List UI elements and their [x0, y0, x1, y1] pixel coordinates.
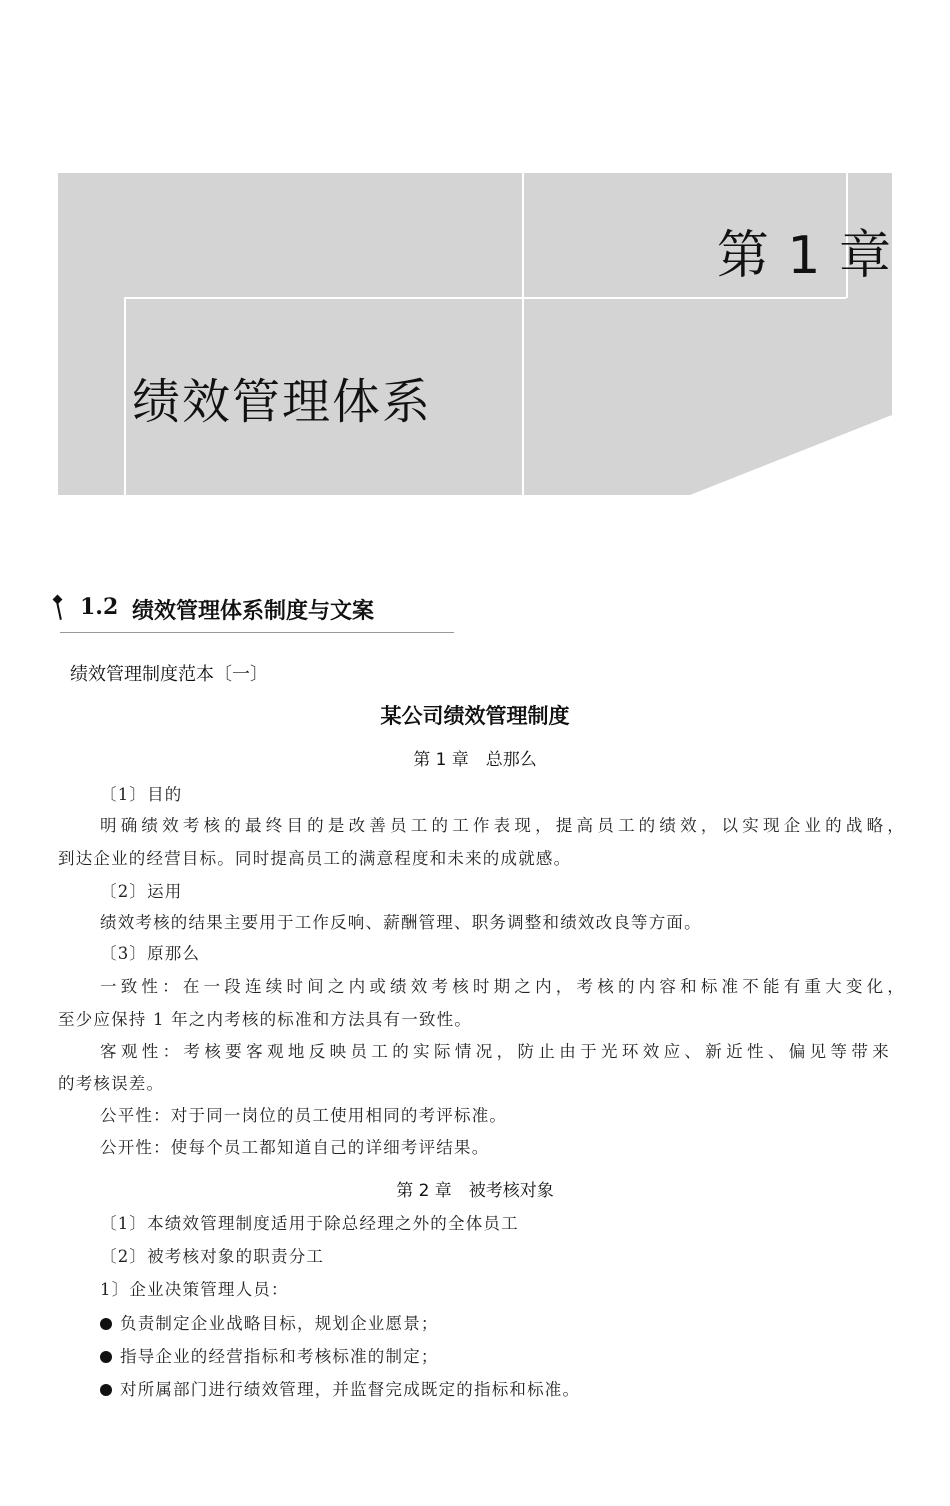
paragraph-line: 到达企业的经营目标。同时提高员工的满意程度和未来的成就感。	[58, 849, 572, 868]
section-underline	[60, 632, 454, 633]
item-label: 〔1〕目的	[100, 785, 183, 804]
item-label: 〔2〕运用	[100, 882, 183, 901]
bullet-icon	[100, 1351, 112, 1363]
paragraph-line: 绩效考核的结果主要用于工作反响、薪酬管理、职务调整和绩效改良等方面。	[100, 913, 702, 932]
bullet-icon	[100, 1384, 112, 1396]
paragraph-line: 客观性：考核要客观地反映员工的实际情况，防止由于光环效应、新近性、偏见等带来	[100, 1042, 890, 1061]
chapter-banner	[58, 173, 892, 495]
list-item	[100, 1376, 580, 1400]
banner-divider-line	[124, 298, 126, 495]
document-title: 某公司绩效管理制度	[380, 703, 570, 728]
chapter-heading: 第 1 章 总那么	[413, 750, 537, 770]
paragraph-line: 明确绩效考核的最终目的是改善员工的工作表现，提高员工的绩效，以实现企业的战略，	[100, 816, 905, 835]
banner-divider-line	[522, 297, 846, 299]
list-item-text: 对所属部门进行绩效管理，并监督完成既定的指标和标准。	[120, 1380, 581, 1399]
item-label: 〔3〕原那么	[100, 944, 201, 963]
list-item	[100, 1343, 439, 1367]
sub-item-label: 1〕企业决策管理人员：	[100, 1280, 289, 1299]
section-number: 1.2	[80, 594, 119, 620]
list-item	[100, 1310, 439, 1334]
paragraph-line: 公平性：对于同一岗位的员工使用相同的考评标准。	[100, 1106, 508, 1125]
paragraph-line: 至少应保持 1 年之内考核的标准和方法具有一致性。	[58, 1010, 472, 1029]
item-label: 〔2〕被考核对象的职责分工	[100, 1247, 325, 1266]
section-title: 绩效管理体系制度与文案	[132, 598, 375, 624]
chapter-heading: 第 2 章 被考核对象	[396, 1181, 554, 1201]
list-item-text: 指导企业的经营指标和考核标准的制定；	[120, 1347, 439, 1366]
banner-divider-line	[124, 297, 522, 299]
list-item-text: 负责制定企业战略目标，规划企业愿景；	[120, 1314, 439, 1333]
section-heading	[50, 590, 454, 634]
chapter-number: 第 1 章	[716, 226, 892, 286]
chapter-title: 绩效管理体系	[132, 374, 433, 430]
banner-divider-line	[522, 173, 524, 495]
subheading: 绩效管理制度范本〔一〕	[70, 664, 268, 685]
bullet-icon	[100, 1318, 112, 1330]
heading-mark	[56, 602, 61, 620]
item-label: 〔1〕本绩效管理制度适用于除总经理之外的全体员工	[100, 1214, 519, 1233]
paragraph-line: 一致性：在一段连续时间之内或绩效考核时期之内，考核的内容和标准不能有重大变化，	[100, 977, 905, 996]
paragraph-line: 公开性：使每个员工都知道自己的详细考评结果。	[100, 1138, 490, 1157]
paragraph-line: 的考核误差。	[58, 1074, 165, 1093]
